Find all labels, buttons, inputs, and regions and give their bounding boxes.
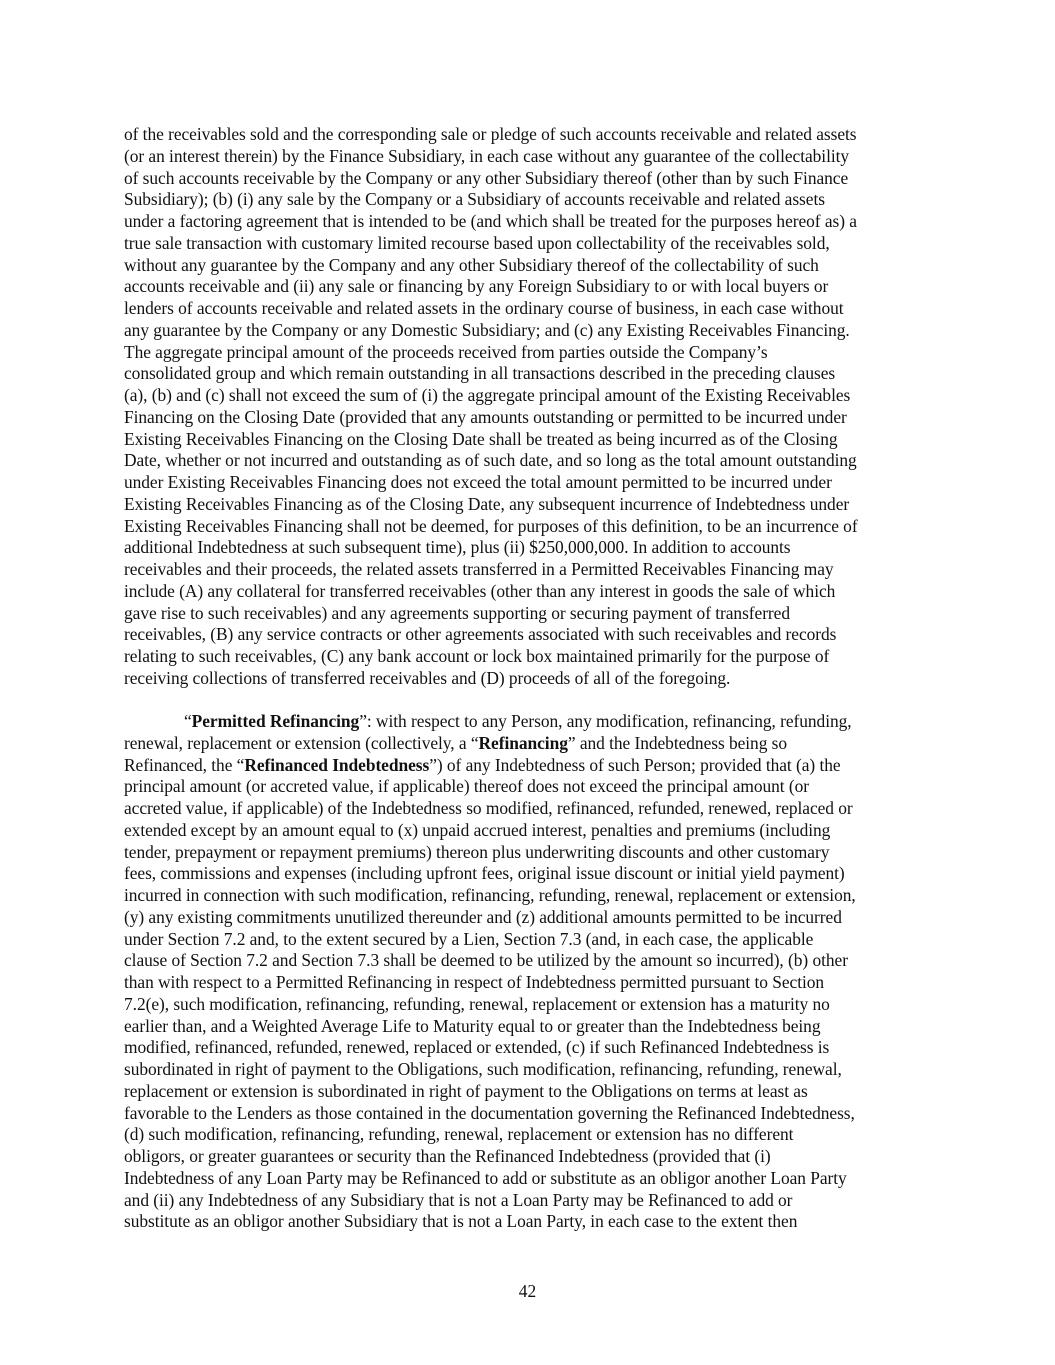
- open-quote: “: [184, 711, 192, 732]
- paragraph-line: relating to such receivables, (C) any bank account or lock box maintained primarily for the purpose of: [124, 646, 830, 666]
- paragraph-line: under Existing Receivables Financing does not exceed the total amount permitted to be incurred under: [124, 472, 832, 492]
- paragraph-line: earlier than, and a Weighted Average Life to Maturity equal to or greater than the Indebtedness being: [124, 1015, 821, 1036]
- paragraph-line: lenders of accounts receivable and related assets in the ordinary course of business, in each case without: [124, 298, 844, 318]
- paragraph-line: receiving collections of transferred receivables and (D) proceeds of all of the foregoing.: [124, 667, 731, 688]
- paragraph-line: clause of Section 7.2 and Section 7.3 shall be deemed to be utilized by the amount so incurred), (b) other: [124, 950, 848, 971]
- paragraph-line: than with respect to a Permitted Refinancing in respect of Indebtedness permitted pursuant to Section: [124, 972, 825, 993]
- paragraph-line: under Section 7.2 and, to the extent secured by a Lien, Section 7.3 (and, in each case, the applicable: [124, 928, 814, 949]
- paragraph-continuation: [124, 776, 944, 1233]
- paragraph-line: fees, commissions and expenses (including upfront fees, original issue discount or initial yield payment): [124, 863, 845, 884]
- defined-term-permitted-refinancing: Permitted Refinancing: [191, 711, 360, 732]
- definition-text: ”: with respect to any Person, any modification, refinancing, refunding,: [359, 711, 852, 732]
- paragraph-line: of the receivables sold and the corresponding sale or pledge of such accounts receivable and related assets: [124, 124, 857, 144]
- paragraph-line: under a factoring agreement that is intended to be (and which shall be treated for the purposes hereof as) a: [124, 211, 857, 231]
- paragraph-line: Existing Receivables Financing shall not be deemed, for purposes of this definition, to be an incurrence of: [124, 515, 858, 536]
- paragraph-line: gave rise to such receivables) and any agreements supporting or securing payment of transferred: [124, 602, 790, 623]
- paragraph-line: incurred in connection with such modification, refinancing, refunding, renewal, replacement or extension,: [124, 885, 856, 906]
- document-page: [124, 124, 944, 1233]
- paragraph-line: principal amount (or accreted value, if applicable) thereof does not exceed the principal amount (or: [124, 776, 810, 797]
- paragraph-line: of such accounts receivable by the Company or any other Subsidiary thereof (other than by such Finance: [124, 167, 849, 188]
- paragraph-line: additional Indebtedness at such subsequent time), plus (ii) $250,000,000. In addition to accounts: [124, 537, 791, 558]
- paragraph-line: receivables and their proceeds, the related assets transferred in a Permitted Receivables Financing may: [124, 559, 834, 579]
- paragraph-line: Financing on the Closing Date (provided that any amounts outstanding or permitted to be incurred under: [124, 406, 847, 427]
- defined-term-refinancing: Refinancing: [478, 732, 568, 753]
- paragraph-line: subordinated in right of payment to the Obligations, such modification, refinancing, refunding, renewal,: [124, 1059, 842, 1080]
- paragraph-line: include (A) any collateral for transferred receivables (other than any interest in goods the sale of which: [124, 580, 836, 601]
- paragraph-line: (a), (b) and (c) shall not exceed the sum of (i) the aggregate principal amount of the Existing Receivables: [124, 385, 851, 405]
- defined-term-refinanced-indebtedness: Refinanced Indebtedness: [244, 754, 430, 775]
- paragraph-line: modified, refinanced, refunded, renewed, replaced or extended, (c) if such Refinanced Indebtedness is: [124, 1037, 830, 1058]
- paragraph-line: Existing Receivables Financing on the Closing Date shall be treated as being incurred as of the Closing: [124, 428, 838, 449]
- paragraph-line: (or an interest therein) by the Finance Subsidiary, in each case without any guarantee of the collectability: [124, 145, 850, 166]
- paragraph-line: The aggregate principal amount of the proceeds received from parties outside the Company’s: [124, 341, 768, 362]
- paragraph-line: consolidated group and which remain outstanding in all transactions described in the preceding clauses: [124, 363, 836, 384]
- paragraph-line: (d) such modification, refinancing, refunding, renewal, replacement or extension has no different: [124, 1124, 794, 1145]
- paragraph-line: [124, 755, 944, 777]
- paragraph-line: Subsidiary); (b) (i) any sale by the Company or a Subsidiary of accounts receivable and related assets: [124, 189, 825, 210]
- paragraph-line: Indebtedness of any Loan Party may be Refinanced to add or substitute as an obligor another Loan Party: [124, 1167, 847, 1188]
- paragraph-line: (y) any existing commitments unutilized thereunder and (z) additional amounts permitted to be incurred: [124, 906, 842, 927]
- line-text: ”) of any Indebtedness of such Person; provided that (a) the: [429, 754, 841, 775]
- paragraph-receivables-financing: [124, 124, 944, 690]
- paragraph-line: favorable to the Lenders as those contained in the documentation governing the Refinanced Indebtedness,: [124, 1102, 855, 1123]
- paragraph-line: [124, 733, 944, 755]
- page-number: 42: [518, 1281, 537, 1301]
- paragraph-line: and (ii) any Indebtedness of any Subsidiary that is not a Loan Party may be Refinanced to add or: [124, 1189, 793, 1210]
- paragraph-line: any guarantee by the Company or any Domestic Subsidiary; and (c) any Existing Receivables Financing.: [124, 319, 850, 340]
- paragraph-line: substitute as an obligor another Subsidiary that is not a Loan Party, in each case to the extent then: [124, 1211, 798, 1232]
- paragraph-line: 7.2(e), such modification, refinancing, refunding, renewal, replacement or extension has a maturity no: [124, 993, 830, 1014]
- paragraph-line: [124, 711, 944, 733]
- paragraph-permitted-refinancing: [124, 711, 944, 1233]
- paragraph-line: replacement or extension is subordinated in right of payment to the Obligations on terms at least as: [124, 1080, 808, 1101]
- paragraph-line: Existing Receivables Financing as of the Closing Date, any subsequent incurrence of Indebtedness under: [124, 493, 850, 514]
- paragraph-line: receivables, (B) any service contracts or other agreements associated with such receivables and records: [124, 624, 837, 645]
- paragraph-line: Date, whether or not incurred and outstanding as of such date, and so long as the total amount outstanding: [124, 450, 857, 471]
- line-text: ” and the Indebtedness being so: [567, 732, 788, 753]
- paragraph-line: without any guarantee by the Company and any other Subsidiary thereof of the collectability of such: [124, 254, 819, 275]
- paragraph-line: obligors, or greater guarantees or security than the Refinanced Indebtedness (provided that (i): [124, 1146, 771, 1167]
- paragraph-line: tender, prepayment or repayment premiums) thereon plus underwriting discounts and other customary: [124, 841, 830, 862]
- paragraph-line: extended except by an amount equal to (x) unpaid accrued interest, penalties and premiums (including: [124, 819, 831, 840]
- paragraph-line: accounts receivable and (ii) any sale or financing by any Foreign Subsidiary to or with local buyers or: [124, 276, 829, 297]
- paragraph-line: accreted value, if applicable) of the Indebtedness so modified, refinanced, refunded, renewed, replaced or: [124, 798, 853, 819]
- line-text: Refinanced, the “: [124, 754, 245, 775]
- line-text: renewal, replacement or extension (collectively, a “: [124, 732, 479, 753]
- paragraph-line: true sale transaction with customary limited recourse based upon collectability of the receivables sold,: [124, 232, 830, 253]
